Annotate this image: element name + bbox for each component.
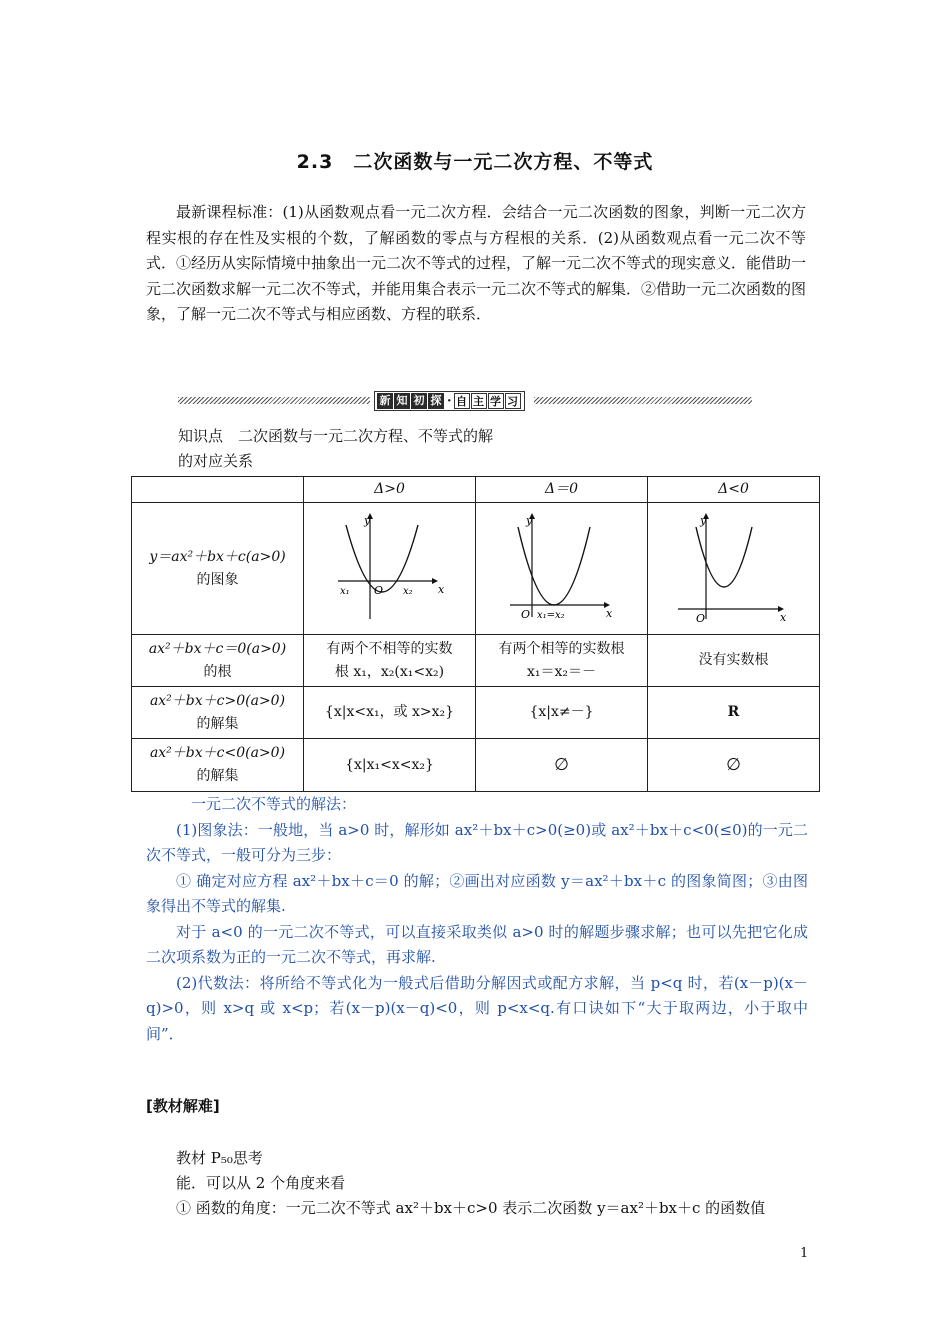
y-axis-label: y [525, 513, 532, 527]
x-axis-label: x [779, 610, 786, 624]
banner-char: 初 [411, 393, 427, 409]
table-header: Δ>0 [304, 477, 476, 503]
double-root-label: x₁=x₂ [536, 609, 565, 621]
table-header [132, 477, 304, 503]
table-header: Δ<0 [648, 477, 820, 503]
table-row-less [132, 739, 820, 792]
row-label: y＝ax²＋bx＋c(a>0) 的图象 [132, 503, 304, 635]
banner-char: 新 [377, 393, 393, 409]
graph-cell-delta-positive [304, 503, 476, 635]
correspondence-table [131, 476, 820, 792]
y-axis-label: y [699, 513, 706, 527]
section-heading: [教材解难] [146, 1097, 220, 1115]
table-row-greater [132, 687, 820, 739]
banner-char: 知 [394, 393, 410, 409]
row-label: ax²＋bx＋c>0(a>0) 的解集 [132, 687, 304, 739]
section-banner [178, 390, 752, 412]
textbook-line: 教材 P₅₀思考 [176, 1149, 263, 1167]
parabola-graph-double-root [502, 505, 622, 625]
table-cell: {x|x<x₁，或 x>x₂} [304, 687, 476, 739]
page-number: 1 [800, 1246, 809, 1261]
banner-char: 主 [471, 393, 487, 409]
parabola-curve [696, 527, 752, 587]
textbook-line: ① 函数的角度：一元二次不等式 ax²＋bx＋c>0 表示二次函数 y＝ax²＋bx＋c 的函数值 [176, 1199, 766, 1217]
method-paragraph: (2)代数法：将所给不等式化为一般式后借助分解因式或配方求解，当 p<q 时，若(x－p)(x－q)>0，则 x>q 或 x<p；若(x－p)(x－q)<0，则 p<x<q.有口诀如下“大于取两边，小于取中间”． [146, 973, 808, 1043]
banner-char: 探 [428, 393, 444, 409]
table-cell: {x|x≠－} [476, 687, 648, 739]
y-axis-label: y [363, 513, 370, 527]
graph-cell-delta-negative [648, 503, 820, 635]
table-row-graph [132, 503, 820, 635]
table-cell: 没有实数根 [648, 635, 820, 687]
parabola-curve [518, 527, 590, 605]
table-cell: R [648, 687, 820, 739]
table-cell: ∅ [476, 739, 648, 792]
textbook-line: 能．可以从 2 个角度来看 [176, 1174, 346, 1192]
row-label: ax²＋bx＋c＝0(a>0) 的根 [132, 635, 304, 687]
banner-hatch-right [534, 397, 752, 404]
root-x1-label: x₁ [339, 585, 350, 597]
table-header: Δ＝0 [476, 477, 648, 503]
parabola-graph-no-roots [674, 505, 794, 625]
knowledge-point-line1: 知识点 二次函数与一元二次方程、不等式的解 [178, 427, 494, 445]
banner-dot: · [447, 393, 452, 409]
knowledge-point-line2: 的对应关系 [178, 452, 254, 470]
table-cell: {x|x₁<x<x₂} [304, 739, 476, 792]
parabola-curve [346, 525, 418, 592]
banner-char: 习 [505, 393, 521, 409]
banner-label [374, 391, 525, 411]
page-title: 2.3 二次函数与一元二次方程、不等式 [296, 151, 654, 173]
graph-cell-delta-zero [476, 503, 648, 635]
method-paragraph: 对于 a<0 的一元二次不等式，可以直接采取类似 a>0 时的解题步骤求解；也可以先把它化成二次项系数为正的一元二次不等式，再求解. [146, 922, 808, 966]
curriculum-standard: 最新课程标准：(1)从函数观点看一元二次方程．会结合一元二次函数的图象，判断一元二次方程实根的存在性及实根的个数，了解函数的零点与方程根的关系．(2)从函数观点看一元二次不等式．①经历从实际情境中抽象出一元二次不等式的过程，了解一元二次不等式的现实意义．能借助一元二次函数求解一元二次不等式，并能用集合表示一元二次不等式的解集．②借助一元二次函数的图象，了解一元二次不等式与相应函数、方程的联系． [146, 203, 807, 323]
method-paragraph: (1)图象法：一般地，当 a>0 时，解形如 ax²＋bx＋c>0(≥0)或 ax²＋bx＋c<0(≤0)的一元二次不等式，一般可分为三步： [146, 820, 808, 864]
table-cell: 有两个相等的实数根 x₁＝x₂＝－ [476, 635, 648, 687]
banner-char: 自 [454, 393, 470, 409]
table-cell: ∅ [648, 739, 820, 792]
banner-hatch-left [178, 397, 370, 404]
row-label: ax²＋bx＋c<0(a>0) 的解集 [132, 739, 304, 792]
parabola-graph-two-roots [330, 505, 450, 625]
origin-label: O [520, 607, 530, 621]
method-heading: 一元二次不等式的解法： [191, 795, 357, 813]
origin-label: O [373, 583, 383, 597]
table-header-row [132, 477, 820, 503]
root-x2-label: x₂ [402, 585, 413, 597]
knowledge-point [178, 424, 578, 474]
textbook-notes [146, 1146, 808, 1221]
solution-method [146, 792, 808, 1047]
method-paragraph: ① 确定对应方程 ax²＋bx＋c＝0 的解；②画出对应函数 y＝ax²＋bx＋c 的图象简图；③由图象得出不等式的解集. [146, 871, 808, 915]
table-cell: 有两个不相等的实数 根 x₁，x₂(x₁<x₂) [304, 635, 476, 687]
x-axis-label: x [605, 606, 612, 620]
banner-char: 学 [488, 393, 504, 409]
x-axis-label: x [437, 582, 444, 596]
origin-label: O [695, 611, 705, 625]
table-row-roots [132, 635, 820, 687]
